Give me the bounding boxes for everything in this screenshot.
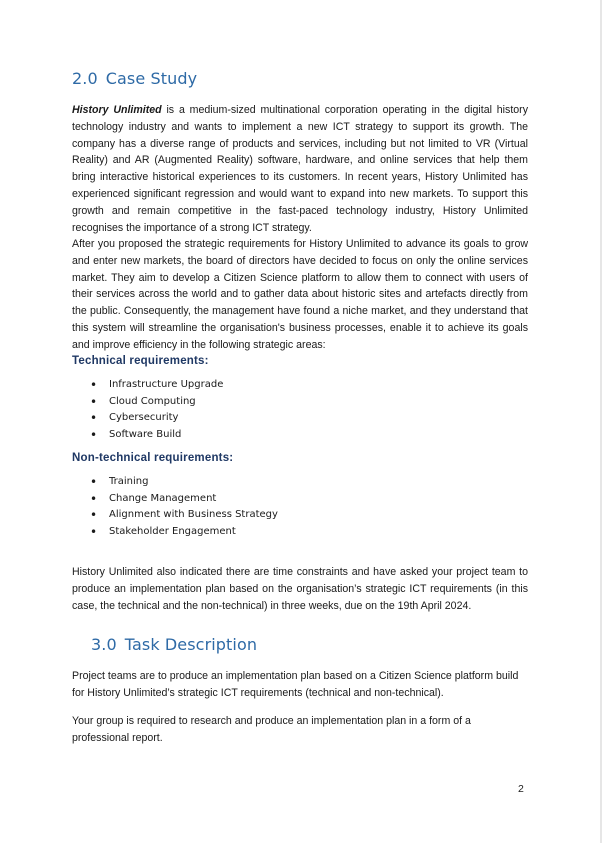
task-paragraph-2: Your group is required to research and produce an implementation plan in a form of a professional report. xyxy=(72,715,471,744)
section-title: Task Description xyxy=(124,635,258,654)
company-name: History Unlimited xyxy=(72,104,162,116)
technical-requirements-heading: Technical requirements: xyxy=(72,355,209,367)
non-technical-requirements-list xyxy=(90,474,278,540)
list-item: • Stakeholder Engagement xyxy=(90,524,278,541)
list-item: • Software Build xyxy=(90,427,223,444)
section-heading-case-study xyxy=(72,69,197,88)
paragraph-text: is a medium-sized multinational corporation operating in the digital history technology industry and wants to implement a new ICT strategy to support its growth. The company has a diverse range of products and services, including but not limited to VR (Virtual Reality) and AR (Augmented Reality) software, hardware, and online services that help them bring interactive historical experiences to its customers. In recent years, History Unlimited has experienced significant regression and would want to expand into new markets. To support this growth and remain competitive in the fast-paced technology industry, History Unlimited recognises the importance of a strong ICT strategy. xyxy=(72,104,528,234)
case-study-paragraph-3: History Unlimited also indicated there are time constraints and have asked your project team to produce an implementation plan based on the organisation’s strategic ICT requirements (in this case, the technical and the non-technical) in three weeks, due on the 19th April 2024. xyxy=(72,566,528,612)
non-technical-requirements-heading: Non-technical requirements: xyxy=(72,452,234,464)
case-study-paragraph-2: After you proposed the strategic requirements for History Unlimited to advance its goals to grow and enter new markets, the board of directors have decided to focus on only the online services market. They aim to develop a Citizen Science platform to allow them to connect with users of their services across the world and to gather data about historic sites and artefacts directly from the public. Consequently, the management have found a niche market, and they understand that this system will streamline the organisation's business processes, enable it to achieve its goals and improve efficiency in the following strategic areas: xyxy=(72,238,528,351)
list-item: • Training xyxy=(90,474,278,491)
list-item: • Cloud Computing xyxy=(90,394,223,411)
section-title: Case Study xyxy=(105,69,198,88)
list-item: • Cybersecurity xyxy=(90,410,223,427)
page-number: 2 xyxy=(518,783,524,795)
section-number: 2.0 xyxy=(72,69,98,88)
list-item: • Infrastructure Upgrade xyxy=(90,377,223,394)
case-study-paragraph-1 xyxy=(72,102,528,236)
list-item: • Change Management xyxy=(90,491,278,508)
section-heading-task-description xyxy=(91,635,257,654)
list-item: • Alignment with Business Strategy xyxy=(90,507,278,524)
technical-requirements-list xyxy=(90,377,223,443)
section-number: 3.0 xyxy=(91,635,117,654)
task-paragraph-1: Project teams are to produce an implementation plan based on a Citizen Science platform build for History Unlimited’s strategic ICT requirements (technical and non-technical). xyxy=(72,670,519,699)
